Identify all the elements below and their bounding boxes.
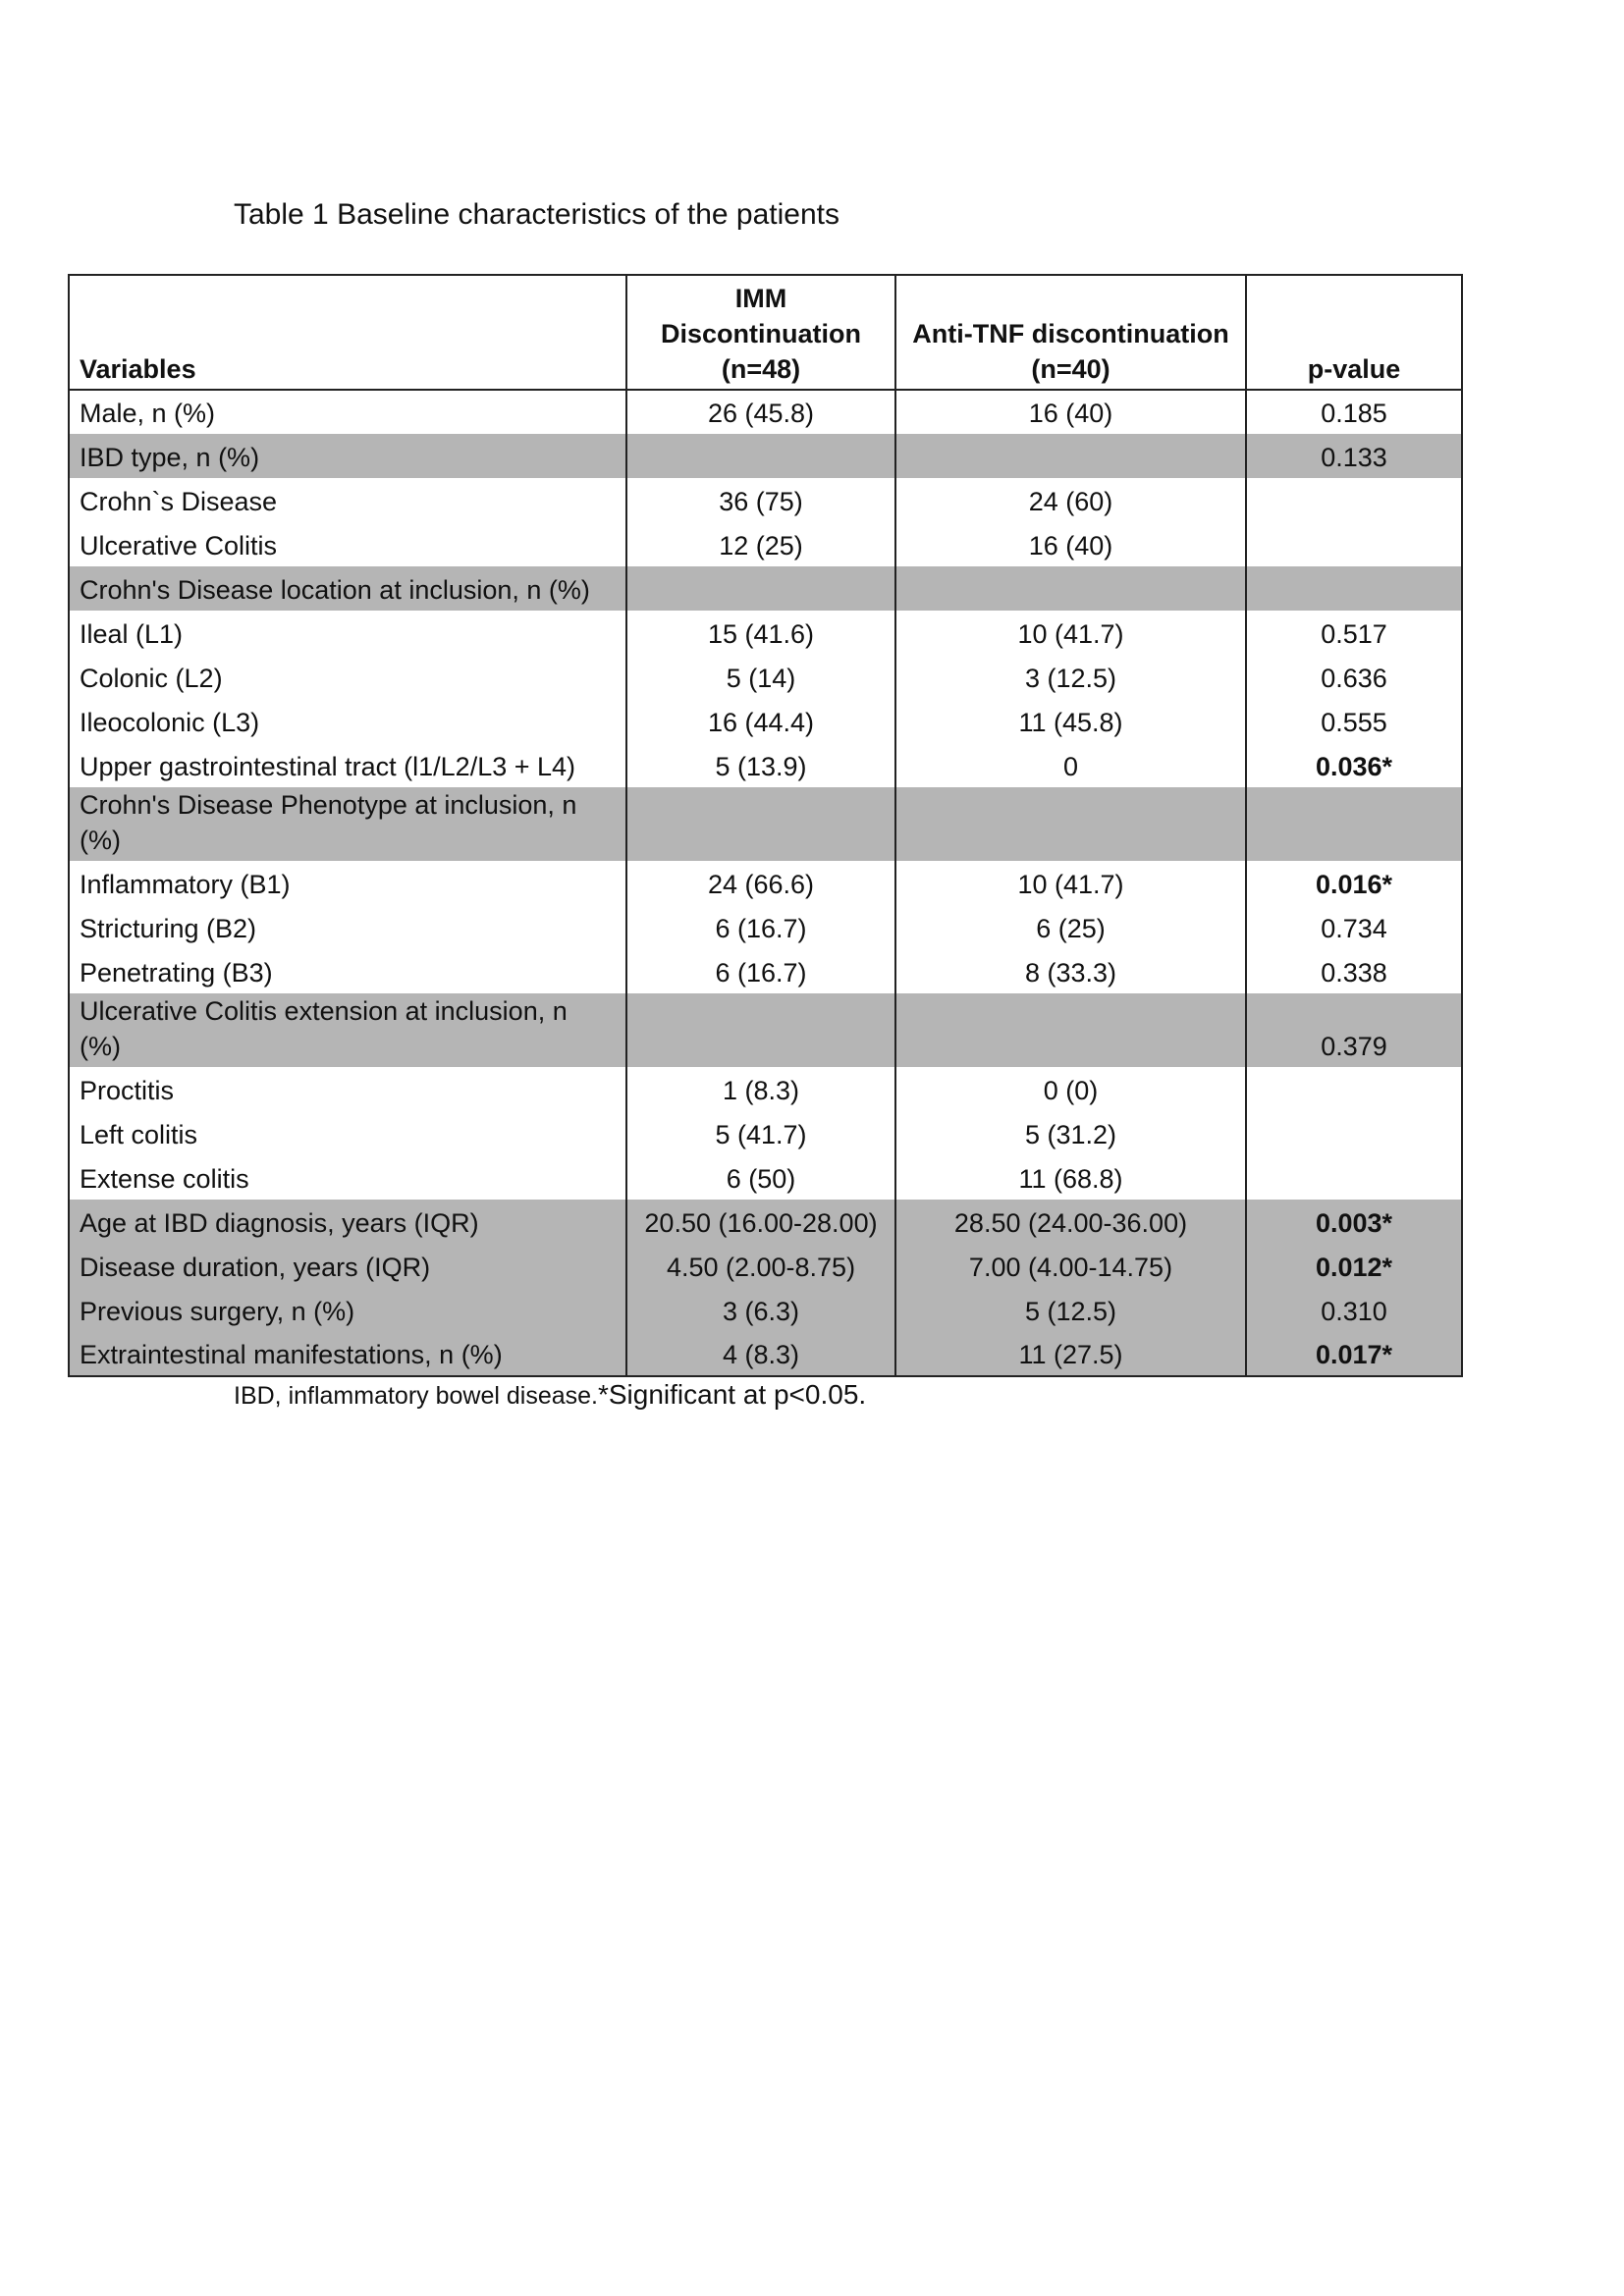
table-row [69, 1332, 1462, 1376]
row-label: Crohn's Disease Phenotype at inclusion, n (%) [69, 787, 626, 861]
imm-value: 5 (14) [626, 655, 895, 699]
p-value: 0.517 [1246, 611, 1462, 655]
table-row [69, 743, 1462, 787]
tnf-value: 10 (41.7) [895, 611, 1246, 655]
imm-value [626, 566, 895, 611]
footnote-abbreviation: IBD, inflammatory bowel disease. [234, 1382, 598, 1410]
tnf-value: 28.50 (24.00-36.00) [895, 1200, 1246, 1244]
table-row [69, 993, 1462, 1067]
tnf-value [895, 434, 1246, 478]
row-label: Previous surgery, n (%) [69, 1288, 626, 1332]
tnf-value [895, 993, 1246, 1067]
p-value: 0.185 [1246, 390, 1462, 434]
imm-value: 26 (45.8) [626, 390, 895, 434]
header-pvalue: p-value [1246, 275, 1462, 390]
row-label: Left colitis [69, 1111, 626, 1155]
table-row [69, 1200, 1462, 1244]
row-label: Male, n (%) [69, 390, 626, 434]
row-label: Extense colitis [69, 1155, 626, 1200]
p-value: 0.133 [1246, 434, 1462, 478]
imm-value: 6 (16.7) [626, 949, 895, 993]
header-tnf-line2: (n=40) [1031, 354, 1110, 384]
tnf-value: 11 (68.8) [895, 1155, 1246, 1200]
baseline-table-container [68, 274, 1461, 1377]
imm-value: 5 (41.7) [626, 1111, 895, 1155]
table-row [69, 1288, 1462, 1332]
p-value-significant: 0.012* [1246, 1244, 1462, 1288]
row-label: Inflammatory (B1) [69, 861, 626, 905]
row-label: Proctitis [69, 1067, 626, 1111]
p-value [1246, 566, 1462, 611]
imm-value: 20.50 (16.00-28.00) [626, 1200, 895, 1244]
header-anti-tnf [895, 275, 1246, 390]
row-label: Ulcerative Colitis [69, 522, 626, 566]
imm-value: 24 (66.6) [626, 861, 895, 905]
row-label: Age at IBD diagnosis, years (IQR) [69, 1200, 626, 1244]
table-header-row [69, 275, 1462, 390]
tnf-value: 10 (41.7) [895, 861, 1246, 905]
table-row [69, 905, 1462, 949]
p-value: 0.338 [1246, 949, 1462, 993]
row-label: Stricturing (B2) [69, 905, 626, 949]
table-row [69, 861, 1462, 905]
imm-value [626, 993, 895, 1067]
row-label: Ileocolonic (L3) [69, 699, 626, 743]
header-imm-line2: Discontinuation [661, 319, 861, 348]
tnf-value: 11 (27.5) [895, 1332, 1246, 1376]
tnf-value: 11 (45.8) [895, 699, 1246, 743]
imm-value: 1 (8.3) [626, 1067, 895, 1111]
table-row [69, 434, 1462, 478]
p-value-significant: 0.017* [1246, 1332, 1462, 1376]
header-imm-line3: (n=48) [721, 354, 801, 384]
imm-value: 6 (16.7) [626, 905, 895, 949]
tnf-value: 7.00 (4.00-14.75) [895, 1244, 1246, 1288]
tnf-value: 16 (40) [895, 390, 1246, 434]
p-value-significant: 0.003* [1246, 1200, 1462, 1244]
row-label: Disease duration, years (IQR) [69, 1244, 626, 1288]
tnf-value: 0 (0) [895, 1067, 1246, 1111]
p-value [1246, 478, 1462, 522]
row-label: Ulcerative Colitis extension at inclusion, n (%) [69, 993, 626, 1067]
row-label: Penetrating (B3) [69, 949, 626, 993]
row-label: Colonic (L2) [69, 655, 626, 699]
p-value: 0.555 [1246, 699, 1462, 743]
tnf-value: 8 (33.3) [895, 949, 1246, 993]
tnf-value: 24 (60) [895, 478, 1246, 522]
table-row [69, 787, 1462, 861]
tnf-value: 3 (12.5) [895, 655, 1246, 699]
table-row [69, 390, 1462, 434]
tnf-value: 16 (40) [895, 522, 1246, 566]
tnf-value: 6 (25) [895, 905, 1246, 949]
imm-value: 12 (25) [626, 522, 895, 566]
p-value [1246, 1111, 1462, 1155]
table-row [69, 1155, 1462, 1200]
p-value-significant: 0.016* [1246, 861, 1462, 905]
p-value-significant: 0.036* [1246, 743, 1462, 787]
imm-value: 15 (41.6) [626, 611, 895, 655]
table-row [69, 699, 1462, 743]
baseline-characteristics-table [68, 274, 1463, 1377]
table-row [69, 655, 1462, 699]
imm-value: 16 (44.4) [626, 699, 895, 743]
table-footnote [234, 1375, 866, 1415]
imm-value: 5 (13.9) [626, 743, 895, 787]
table-title: Table 1 Baseline characteristics of the patients [234, 198, 840, 231]
table-row [69, 1067, 1462, 1111]
p-value: 0.636 [1246, 655, 1462, 699]
imm-value: 4 (8.3) [626, 1332, 895, 1376]
p-value [1246, 522, 1462, 566]
header-tnf-line1: Anti-TNF discontinuation [912, 319, 1229, 348]
table-row [69, 522, 1462, 566]
tnf-value: 0 [895, 743, 1246, 787]
row-label: Crohn`s Disease [69, 478, 626, 522]
tnf-value: 5 (12.5) [895, 1288, 1246, 1332]
table-row [69, 949, 1462, 993]
table-row [69, 478, 1462, 522]
header-imm-line1: IMM [734, 284, 787, 313]
table-row [69, 1244, 1462, 1288]
row-label: Ileal (L1) [69, 611, 626, 655]
p-value: 0.310 [1246, 1288, 1462, 1332]
footnote-significance: *Significant at p<0.05. [597, 1379, 867, 1410]
imm-value [626, 434, 895, 478]
imm-value: 6 (50) [626, 1155, 895, 1200]
row-label: Extraintestinal manifestations, n (%) [69, 1332, 626, 1376]
row-label: Upper gastrointestinal tract (l1/L2/L3 + L4) [69, 743, 626, 787]
header-imm [626, 275, 895, 390]
tnf-value [895, 787, 1246, 861]
table-row [69, 566, 1462, 611]
p-value [1246, 1155, 1462, 1200]
row-label: Crohn's Disease location at inclusion, n (%) [69, 566, 626, 611]
imm-value: 36 (75) [626, 478, 895, 522]
p-value: 0.379 [1246, 993, 1462, 1067]
imm-value: 3 (6.3) [626, 1288, 895, 1332]
imm-value [626, 787, 895, 861]
p-value [1246, 1067, 1462, 1111]
table-row [69, 611, 1462, 655]
row-label: IBD type, n (%) [69, 434, 626, 478]
tnf-value: 5 (31.2) [895, 1111, 1246, 1155]
p-value: 0.734 [1246, 905, 1462, 949]
table-row [69, 1111, 1462, 1155]
p-value [1246, 787, 1462, 861]
tnf-value [895, 566, 1246, 611]
header-variables: Variables [69, 275, 626, 390]
imm-value: 4.50 (2.00-8.75) [626, 1244, 895, 1288]
